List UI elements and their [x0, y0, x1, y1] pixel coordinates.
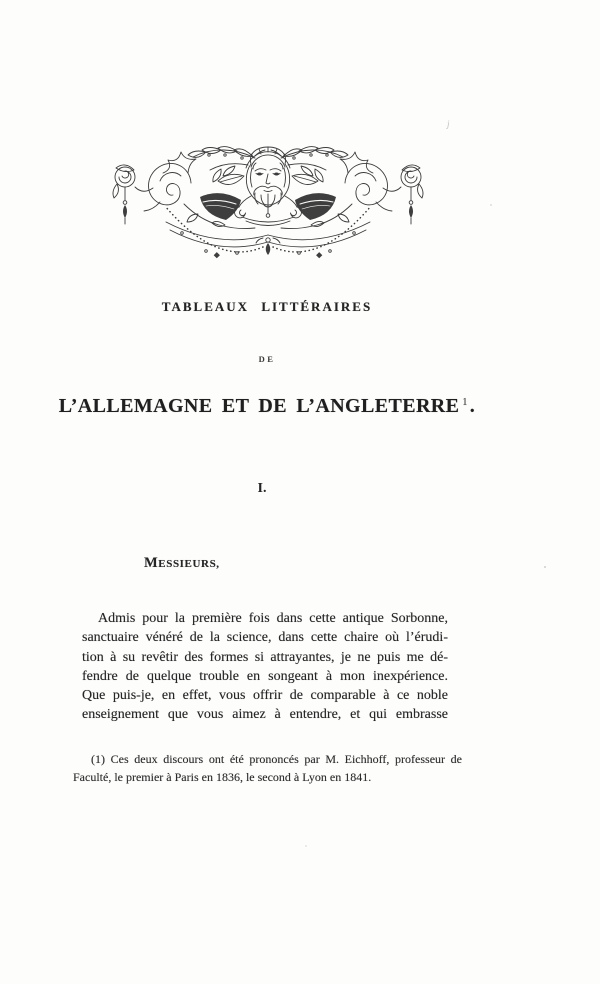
scan-speck [305, 845, 307, 847]
main-title-period: . [469, 395, 476, 417]
paragraph-line: Que puis-je, en effet, vous offrir de comparable à ce noble [82, 688, 448, 704]
main-title [0, 395, 534, 418]
scan-speck [490, 204, 492, 206]
footnote-line: (1) Ces deux discours ont été prononcés par M. Eichhoff, professeur de [91, 752, 462, 766]
title-connector-de: DE [258, 354, 276, 364]
section-number: I. [257, 481, 267, 496]
scan-artifact-mark: j [447, 119, 450, 129]
headpiece-engraving-ornament [105, 143, 431, 269]
ornament-right-half [268, 147, 423, 259]
main-title-text: L’ALLEMAGNE ET DE L’ANGLETERRE [58, 395, 460, 417]
ornament-left-half-mirror [113, 147, 268, 259]
paragraph-line: tion à su revêtir des formes si attrayantes, je ne puis me dé- [82, 649, 448, 665]
end-rosette [401, 165, 423, 198]
salutation-rest: ESSIEURS, [158, 558, 220, 570]
paragraph-line: enseignement que vous aimez à entendre, et qui embrasse [82, 707, 448, 723]
paragraph-line: Admis pour la première fois dans cette antique Sorbonne, [98, 611, 448, 626]
salutation-initial: M [144, 555, 159, 571]
paragraph [82, 609, 448, 725]
scan-speck [544, 566, 546, 568]
acanthus-scroll [340, 152, 392, 211]
footnote-reference-mark: 1 [462, 397, 468, 408]
footnote-line: Faculté, le premier à Paris en 1836, le second à Lyon en 1841. [73, 770, 372, 784]
tassel-pendant [409, 187, 413, 224]
footnote [73, 750, 462, 786]
paragraph-line: sanctuaire vénéré de la science, dans cette chaire où l’érudi- [82, 630, 448, 646]
mascaron-face [235, 147, 302, 255]
dark-leaf [295, 193, 336, 220]
paragraph-line: fendre de quelque trouble en songeant à mon inexpérience. [82, 668, 448, 684]
salutation [144, 554, 220, 572]
series-title: TABLEAUX LITTÉRAIRES [161, 299, 373, 314]
